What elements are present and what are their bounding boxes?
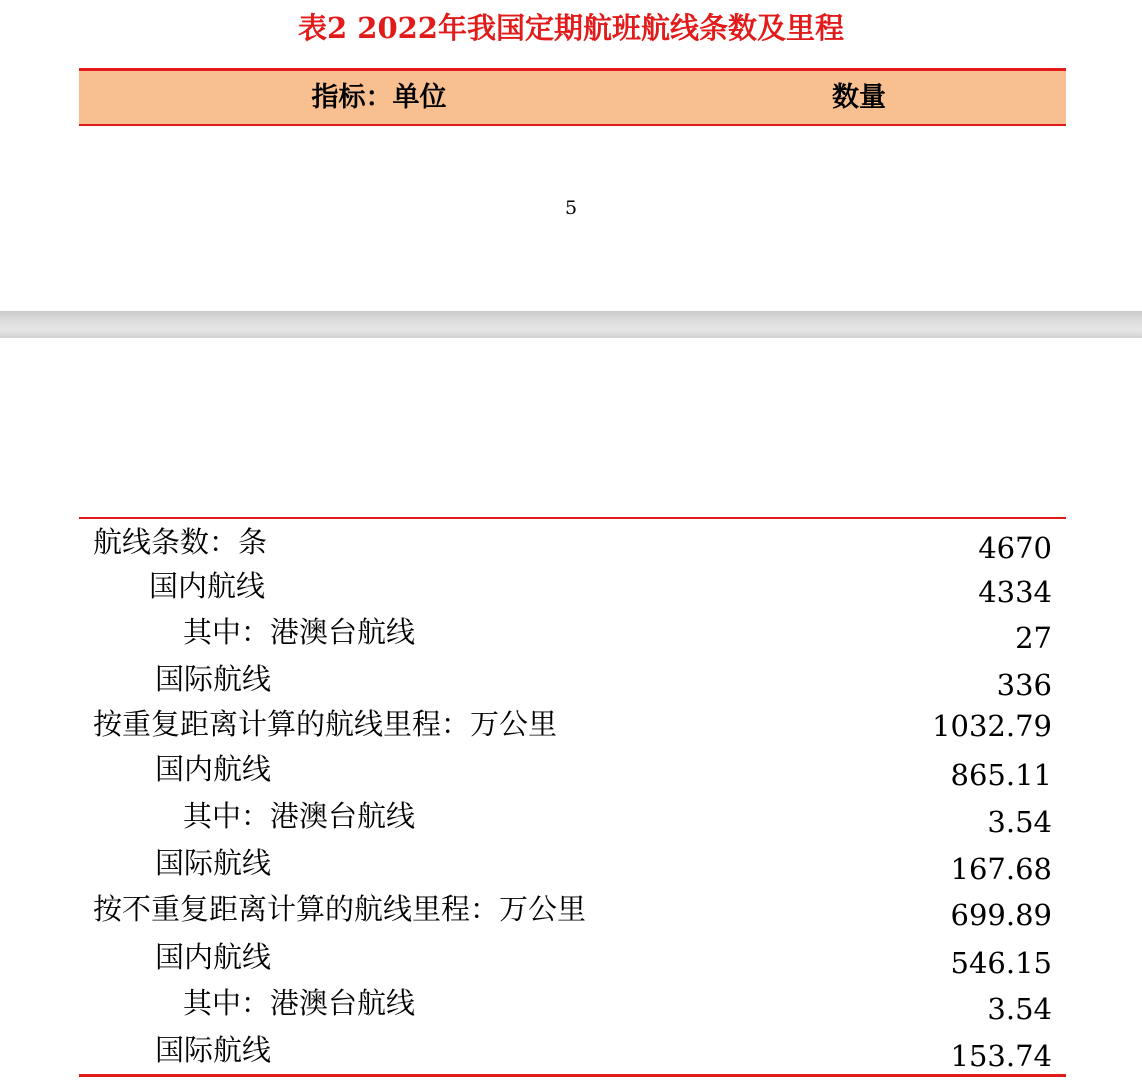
table-row [79, 749, 1066, 792]
table-bottom-rule [79, 1074, 1066, 1077]
row-value: 3.54 [987, 805, 1052, 839]
row-value: 3.54 [987, 992, 1052, 1026]
row-label: 国际航线 [155, 1033, 272, 1067]
row-value: 27 [1015, 621, 1052, 655]
table-row [79, 937, 1066, 980]
row-value: 865.11 [950, 758, 1052, 792]
table-row [79, 704, 1066, 744]
row-label: 按重复距离计算的航线里程：万公里 [93, 707, 558, 741]
table-row [79, 983, 1066, 1026]
row-label: 国际航线 [155, 846, 272, 880]
row-label: 其中：港澳台航线 [183, 986, 416, 1020]
page-separator [0, 311, 1142, 338]
table-header [79, 68, 1066, 126]
row-value: 4670 [978, 531, 1052, 565]
table-row [79, 889, 1066, 932]
row-label: 其中：港澳台航线 [183, 615, 416, 649]
row-label: 按不重复距离计算的航线里程：万公里 [93, 892, 587, 926]
row-label: 国内航线 [155, 752, 272, 786]
row-label: 国内航线 [149, 569, 266, 603]
table-row [79, 843, 1066, 886]
row-value: 153.74 [950, 1039, 1052, 1073]
row-value: 167.68 [950, 852, 1052, 886]
row-value: 336 [996, 668, 1052, 702]
row-label: 其中：港澳台航线 [183, 799, 416, 833]
table-top-rule [79, 517, 1066, 519]
header-indicator-unit: 指标：单位 [311, 82, 447, 113]
table-row [79, 522, 1066, 565]
row-label: 航线条数：条 [93, 525, 268, 559]
table-row [79, 1030, 1066, 1073]
table-title: 表2 2022年我国定期航班航线条数及里程 [298, 11, 844, 45]
row-label: 国内航线 [155, 940, 272, 974]
row-value: 699.89 [950, 898, 1052, 932]
row-label: 国际航线 [155, 662, 272, 696]
table-row [79, 612, 1066, 655]
table-row [79, 796, 1066, 839]
header-quantity: 数量 [832, 82, 886, 113]
row-value: 546.15 [950, 946, 1052, 980]
table-row [79, 659, 1066, 702]
row-value: 1032.79 [932, 709, 1052, 743]
table-row [79, 566, 1066, 609]
row-value: 4334 [978, 575, 1052, 609]
page-number: 5 [564, 197, 578, 219]
page-top-area [0, 0, 1142, 312]
